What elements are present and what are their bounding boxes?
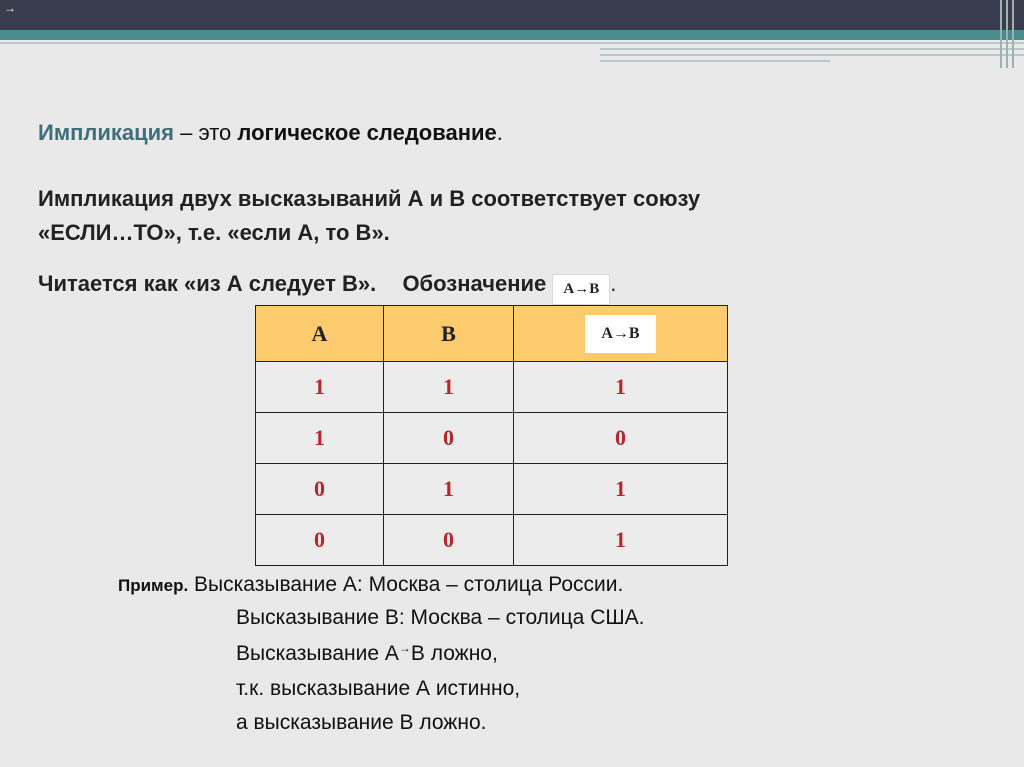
- table-header-row: [256, 306, 728, 362]
- header-implication-label: A→B: [585, 315, 655, 353]
- example-line-3: [236, 642, 498, 666]
- example-line-3-start: Высказывание А: [236, 642, 399, 665]
- header-cell-implication: [514, 306, 728, 362]
- example-line-5: а высказывание В ложно.: [236, 711, 487, 734]
- notation-label: Обозначение: [402, 271, 547, 296]
- reading-line: [38, 271, 616, 305]
- intro-connector: – это: [174, 120, 238, 145]
- implication-arrow-icon: →: [398, 641, 411, 655]
- intro-dot: .: [496, 120, 503, 145]
- example-line-4: т.к. высказывание А истинно,: [236, 677, 521, 700]
- paragraph-line-2: «ЕСЛИ…ТО», т.е. «если А, то В».: [38, 220, 390, 245]
- header-arrow: →: [4, 1, 16, 15]
- cell-a: 1: [256, 362, 384, 413]
- truth-table: [255, 305, 728, 566]
- paragraph-line-1: Импликация двух высказываний А и В соответствует союзу: [38, 186, 701, 211]
- cell-b: 1: [384, 464, 514, 515]
- example-line-3-end: В ложно,: [410, 642, 498, 665]
- table-row: [256, 515, 728, 566]
- cell-result: 0: [514, 413, 728, 464]
- header-right-stripes: [996, 0, 1024, 68]
- table-row: [256, 413, 728, 464]
- cell-result: 1: [514, 515, 728, 566]
- term-implication: Импликация: [38, 120, 175, 145]
- header-dark-bar: [0, 0, 1024, 30]
- cell-result: 1: [514, 464, 728, 515]
- cell-result: 1: [514, 362, 728, 413]
- header-decor-lines: [0, 40, 1024, 68]
- notation-dot: .: [610, 271, 617, 296]
- cell-a: 1: [256, 413, 384, 464]
- cell-b: 0: [384, 413, 514, 464]
- example-label: Пример.: [118, 576, 189, 595]
- table-row: [256, 362, 728, 413]
- header-cell-a: A: [256, 306, 384, 362]
- header-cell-b: B: [384, 306, 514, 362]
- intro-definition: логическое следование: [237, 120, 497, 145]
- notation-symbol: A→B: [552, 274, 610, 305]
- table-row: [256, 464, 728, 515]
- intro-line: [38, 120, 503, 146]
- reading-text: Читается как «из А следует В».: [38, 271, 377, 296]
- example-line-1: [118, 573, 623, 597]
- example-statement-a: Высказывание А: Москва – столица России.: [194, 573, 624, 596]
- cell-b: 1: [384, 362, 514, 413]
- cell-a: 0: [256, 464, 384, 515]
- cell-a: 0: [256, 515, 384, 566]
- cell-b: 0: [384, 515, 514, 566]
- example-line-2: Высказывание В: Москва – столица США.: [236, 606, 645, 629]
- header-teal-bar: [0, 30, 1024, 40]
